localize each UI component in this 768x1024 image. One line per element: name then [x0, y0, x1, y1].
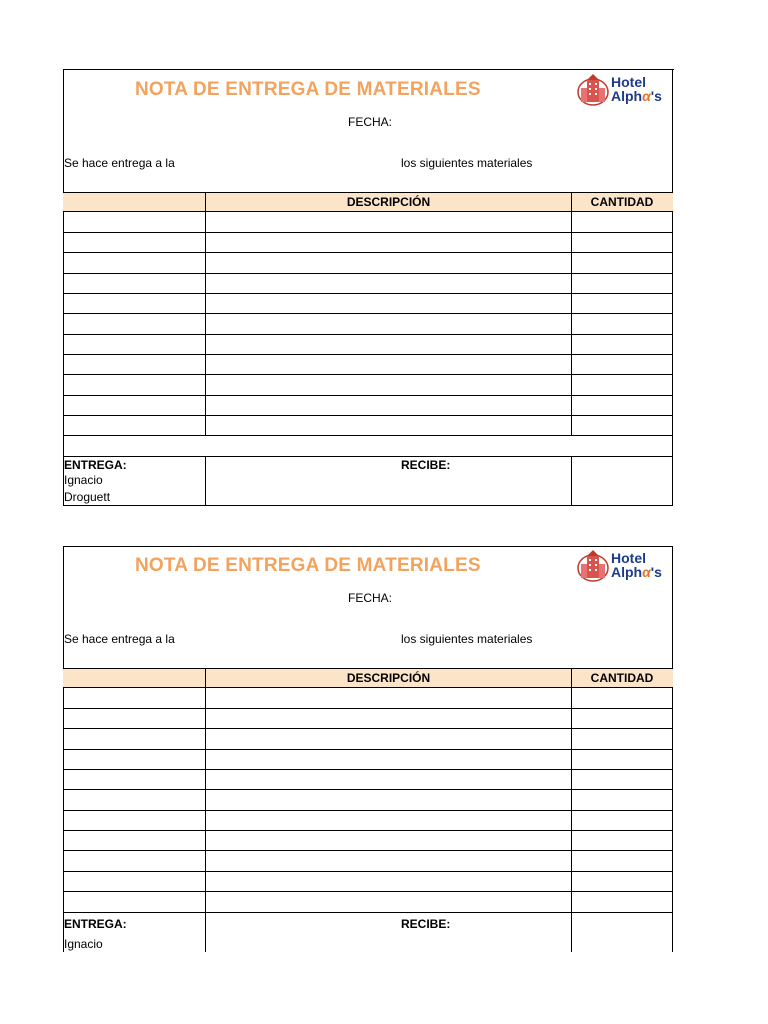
- delivery-note-form-1: [63, 69, 673, 506]
- col-cantidad-header: CANTIDAD: [590, 671, 654, 685]
- hotel-building-icon: [577, 72, 609, 106]
- logo-part: 's: [650, 88, 662, 104]
- col-cantidad-header: CANTIDAD: [590, 195, 654, 209]
- intro-left-text: Se hace entrega a la: [64, 632, 175, 646]
- table-row: [63, 789, 673, 790]
- table-row: [63, 354, 673, 355]
- table-row: [63, 395, 673, 396]
- col-descripcion-header: DESCRIPCIÓN: [346, 195, 431, 209]
- logo-part: Alph: [611, 88, 643, 104]
- column-divider: [571, 668, 572, 952]
- logo-part: 's: [650, 564, 662, 580]
- form-title: NOTA DE ENTREGA DE MATERIALES: [135, 555, 481, 576]
- logo-text: [611, 75, 662, 103]
- intro-left-text: Se hace entrega a la: [64, 156, 175, 170]
- table-row: [63, 273, 673, 274]
- entrega-name-line-2: Droguett: [64, 490, 111, 504]
- entrega-label: ENTREGA:: [64, 458, 127, 472]
- logo-text: [611, 551, 662, 579]
- fecha-label: FECHA:: [348, 115, 393, 129]
- table-row: [63, 728, 673, 729]
- hotel-building-icon: [577, 548, 609, 582]
- column-divider: [571, 192, 572, 436]
- form-title: NOTA DE ENTREGA DE MATERIALES: [135, 79, 481, 100]
- logo-part: Alph: [611, 564, 643, 580]
- recibe-label: RECIBE:: [401, 458, 451, 472]
- table-row: [63, 435, 673, 436]
- table-header-row: [63, 192, 673, 212]
- column-divider: [205, 192, 206, 436]
- hotel-logo: [577, 548, 663, 586]
- table-row: [63, 830, 673, 831]
- table-row: [63, 850, 673, 851]
- column-divider: [571, 456, 572, 505]
- table-row: [63, 313, 673, 314]
- hotel-logo: [577, 72, 663, 110]
- table-row: [63, 293, 673, 294]
- logo-line-2: [611, 565, 662, 579]
- column-divider: [205, 456, 206, 505]
- table-row: [63, 252, 673, 253]
- col-descripcion-header: DESCRIPCIÓN: [346, 671, 431, 685]
- intro-right-text: los siguientes materiales: [401, 632, 533, 646]
- corner-tick: [666, 69, 674, 70]
- intro-right-text: los siguientes materiales: [401, 156, 533, 170]
- delivery-note-form-2: [63, 546, 673, 952]
- entrega-label: ENTREGA:: [64, 917, 127, 931]
- logo-line-1: Hotel: [611, 550, 646, 566]
- logo-alpha: α: [642, 88, 651, 104]
- table-row: [63, 456, 673, 457]
- table-row: [63, 334, 673, 335]
- table-row: [63, 891, 673, 892]
- logo-line-1: Hotel: [611, 74, 646, 90]
- table-row: [63, 871, 673, 872]
- table-row: [63, 810, 673, 811]
- entrega-name-line-1: Ignacio: [64, 473, 103, 487]
- table-row: [63, 232, 673, 233]
- table-row: [63, 912, 673, 913]
- table-row: [63, 749, 673, 750]
- logo-alpha: α: [642, 564, 651, 580]
- table-row: [63, 708, 673, 709]
- logo-line-2: [611, 89, 662, 103]
- fecha-label: FECHA:: [348, 591, 393, 605]
- recibe-label: RECIBE:: [401, 917, 451, 931]
- table-header-row: [63, 668, 673, 688]
- entrega-name-line-1: Ignacio: [64, 937, 103, 951]
- table-row: [63, 415, 673, 416]
- table-row: [63, 374, 673, 375]
- table-row: [63, 769, 673, 770]
- column-divider: [205, 668, 206, 952]
- form-border: [63, 69, 673, 506]
